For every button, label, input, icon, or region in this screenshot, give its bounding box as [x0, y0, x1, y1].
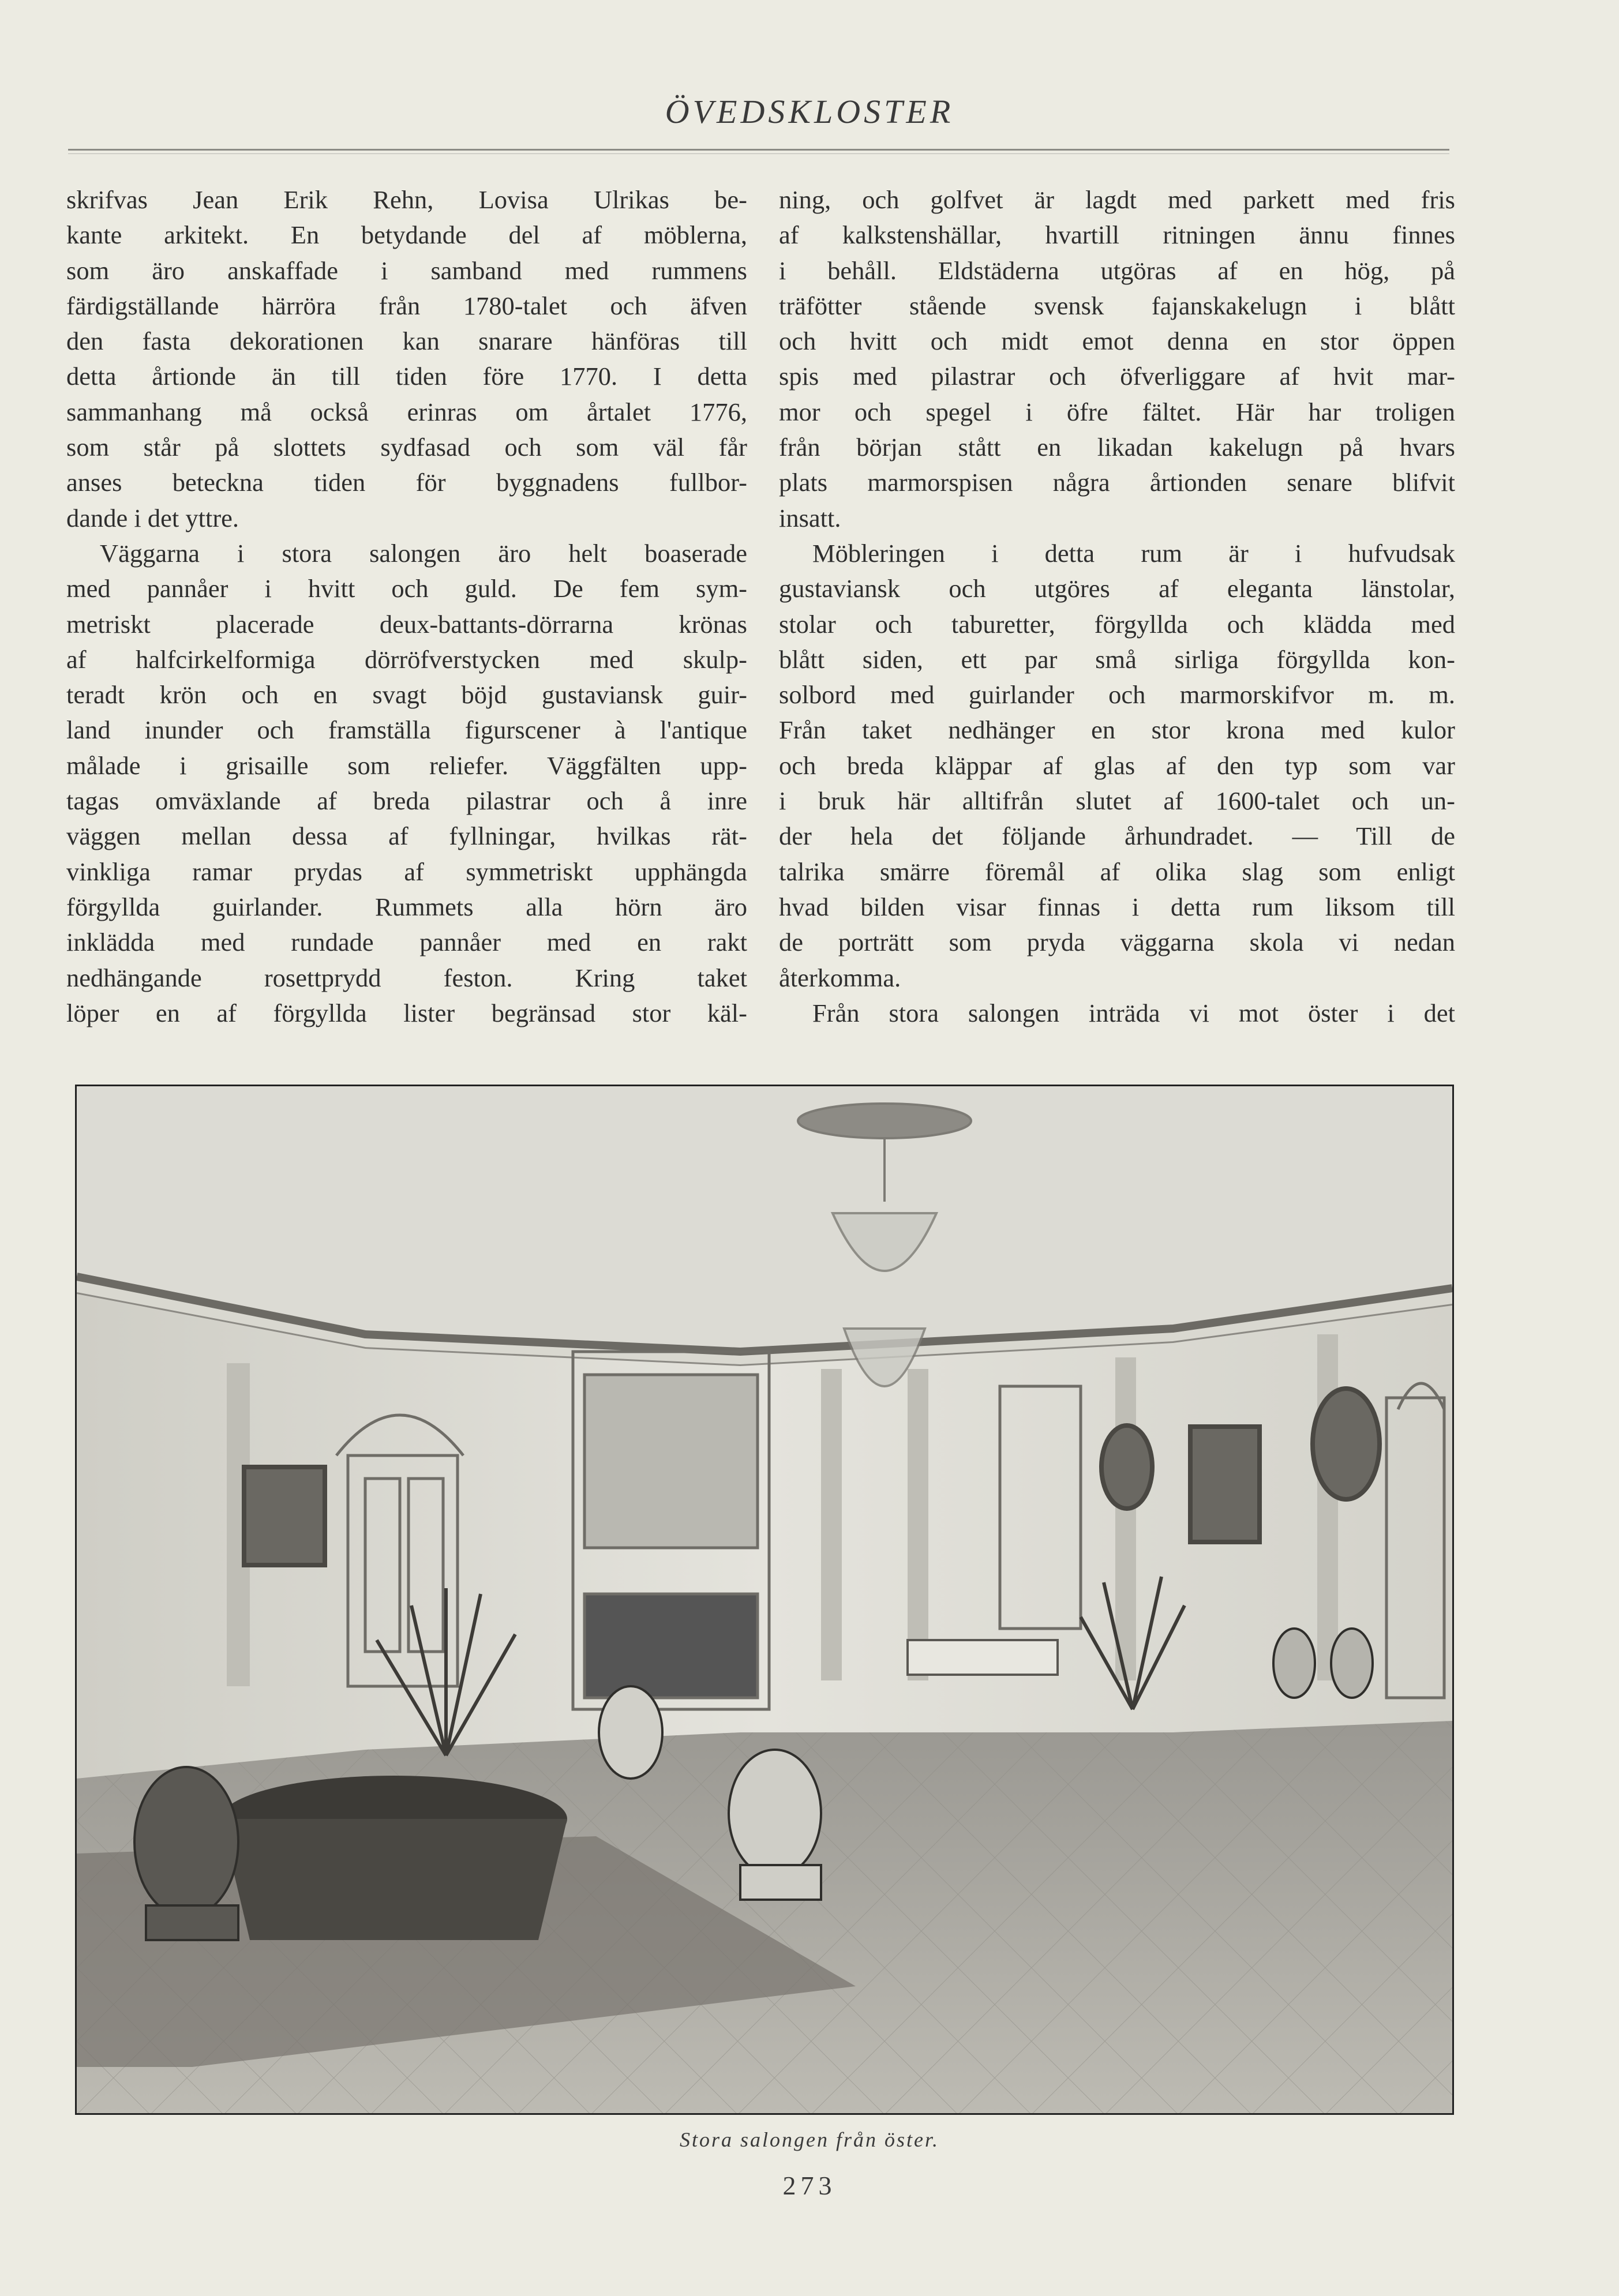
text-line: talrika smärre föremål af olika slag som enligt	[779, 857, 1455, 886]
text-line: som äro anskaffade i samband med rummens	[66, 256, 747, 285]
text-line: insatt.	[779, 503, 841, 532]
page-number: 273	[782, 2171, 837, 2200]
text-line: och hvitt och midt emot denna en stor öppen	[779, 327, 1455, 356]
text-line: detta årtionde än till tiden före 1770. I detta	[66, 362, 747, 391]
text-line: af halfcirkelformiga dörröfverstycken med skulp-	[66, 644, 747, 674]
text-line: af kalkstenshällar, hvartill ritningen ännu finnes	[779, 220, 1455, 250]
text-line: målade i grisaille som reliefer. Väggfälten upp-	[66, 751, 747, 780]
text-line: blått siden, ett par små sirliga förgyllda kon-	[779, 644, 1455, 674]
running-header: ÖVEDSKLOSTER	[665, 93, 954, 130]
text-line: stolar och taburetter, förgyllda och klädda med	[779, 609, 1455, 639]
text-line: der hela det följande århundradet. — Till de	[779, 821, 1455, 851]
text-line: de porträtt som pryda väggarna skola vi nedan	[779, 928, 1455, 957]
text-line: gustaviansk och utgöres af eleganta länstolar,	[779, 574, 1455, 603]
text-line: metriskt placerade deux-battants-dörrarna krönas	[66, 609, 747, 639]
text-line: färdigställande härröra från 1780-talet och äfven	[66, 291, 747, 320]
text-line: sammanhang må också erinras om årtalet 1776,	[66, 397, 747, 426]
text-line: väggen mellan dessa af fyllningar, hvilkas rät-	[66, 821, 747, 851]
text-line: tagas omväxlande af breda pilastrar och å inre	[66, 786, 747, 816]
text-column-left	[66, 182, 747, 1031]
text-line: land inunder och framställa figurscener à l'antique	[66, 715, 747, 745]
text-line: ning, och golfvet är lagdt med parkett med fris	[779, 185, 1455, 214]
text-line: i bruk här alltifrån slutet af 1600-talet och un-	[779, 786, 1455, 816]
text-line: förgyllda guirlander. Rummets alla hörn äro	[66, 892, 747, 921]
text-line: träfötter stående svensk fajanskakelugn i blått	[779, 291, 1455, 320]
salon-photograph	[75, 1085, 1454, 2115]
text-line: inklädda med rundade pannåer med en rakt	[66, 928, 747, 957]
text-line: Från taket nedhänger en stor krona med kulor	[779, 715, 1455, 745]
text-line: från början stått en likadan kakelugn på hvars	[779, 433, 1455, 462]
text-line: som står på slottets sydfasad och som väl får	[66, 433, 747, 462]
text-line: plats marmorspisen några årtionden senare blifvit	[779, 468, 1455, 497]
text-line: Möbleringen i detta rum är i hufvudsak	[812, 538, 1455, 568]
text-line: anses beteckna tiden för byggnadens fullbor-	[66, 468, 747, 497]
text-line: i behåll. Eldstäderna utgöras af en hög, på	[779, 256, 1455, 285]
text-line: hvad bilden visar finnas i detta rum liksom till	[779, 892, 1455, 921]
text-line: den fasta dekorationen kan snarare hänföras till	[66, 327, 747, 356]
text-line: spis med pilastrar och öfverliggare af hvit mar-	[779, 362, 1455, 391]
text-line: mor och spegel i öfre fältet. Här har troligen	[779, 397, 1455, 426]
header-rule-thin	[68, 153, 1449, 154]
text-line: med pannåer i hvitt och guld. De fem sym-	[66, 574, 747, 603]
text-line: Från stora salongen inträda vi mot öster i det	[812, 998, 1455, 1027]
text-line: kante arkitekt. En betydande del af möblerna,	[66, 220, 747, 250]
text-column-right	[779, 182, 1455, 1031]
text-line: dande i det yttre.	[66, 503, 239, 532]
text-line: teradt krön och en svagt böjd gustaviansk guir-	[66, 680, 747, 710]
text-line: och breda kläppar af glas af den typ som var	[779, 751, 1455, 780]
header-rule	[68, 149, 1449, 151]
text-line: nedhängande rosettprydd feston. Kring taket	[66, 963, 747, 992]
text-line: skrifvas Jean Erik Rehn, Lovisa Ulrikas be-	[66, 185, 747, 214]
text-line: återkomma.	[779, 963, 901, 992]
text-line: Väggarna i stora salongen äro helt boaserade	[100, 538, 747, 568]
text-line: solbord med guirlander och marmorskifvor m. m.	[779, 680, 1455, 710]
figure-caption: Stora salongen från öster.	[679, 2128, 940, 2151]
text-line: vinkliga ramar prydas af symmetriskt upphängda	[66, 857, 747, 886]
text-line: löper en af förgyllda lister begränsad stor käl-	[66, 998, 747, 1027]
